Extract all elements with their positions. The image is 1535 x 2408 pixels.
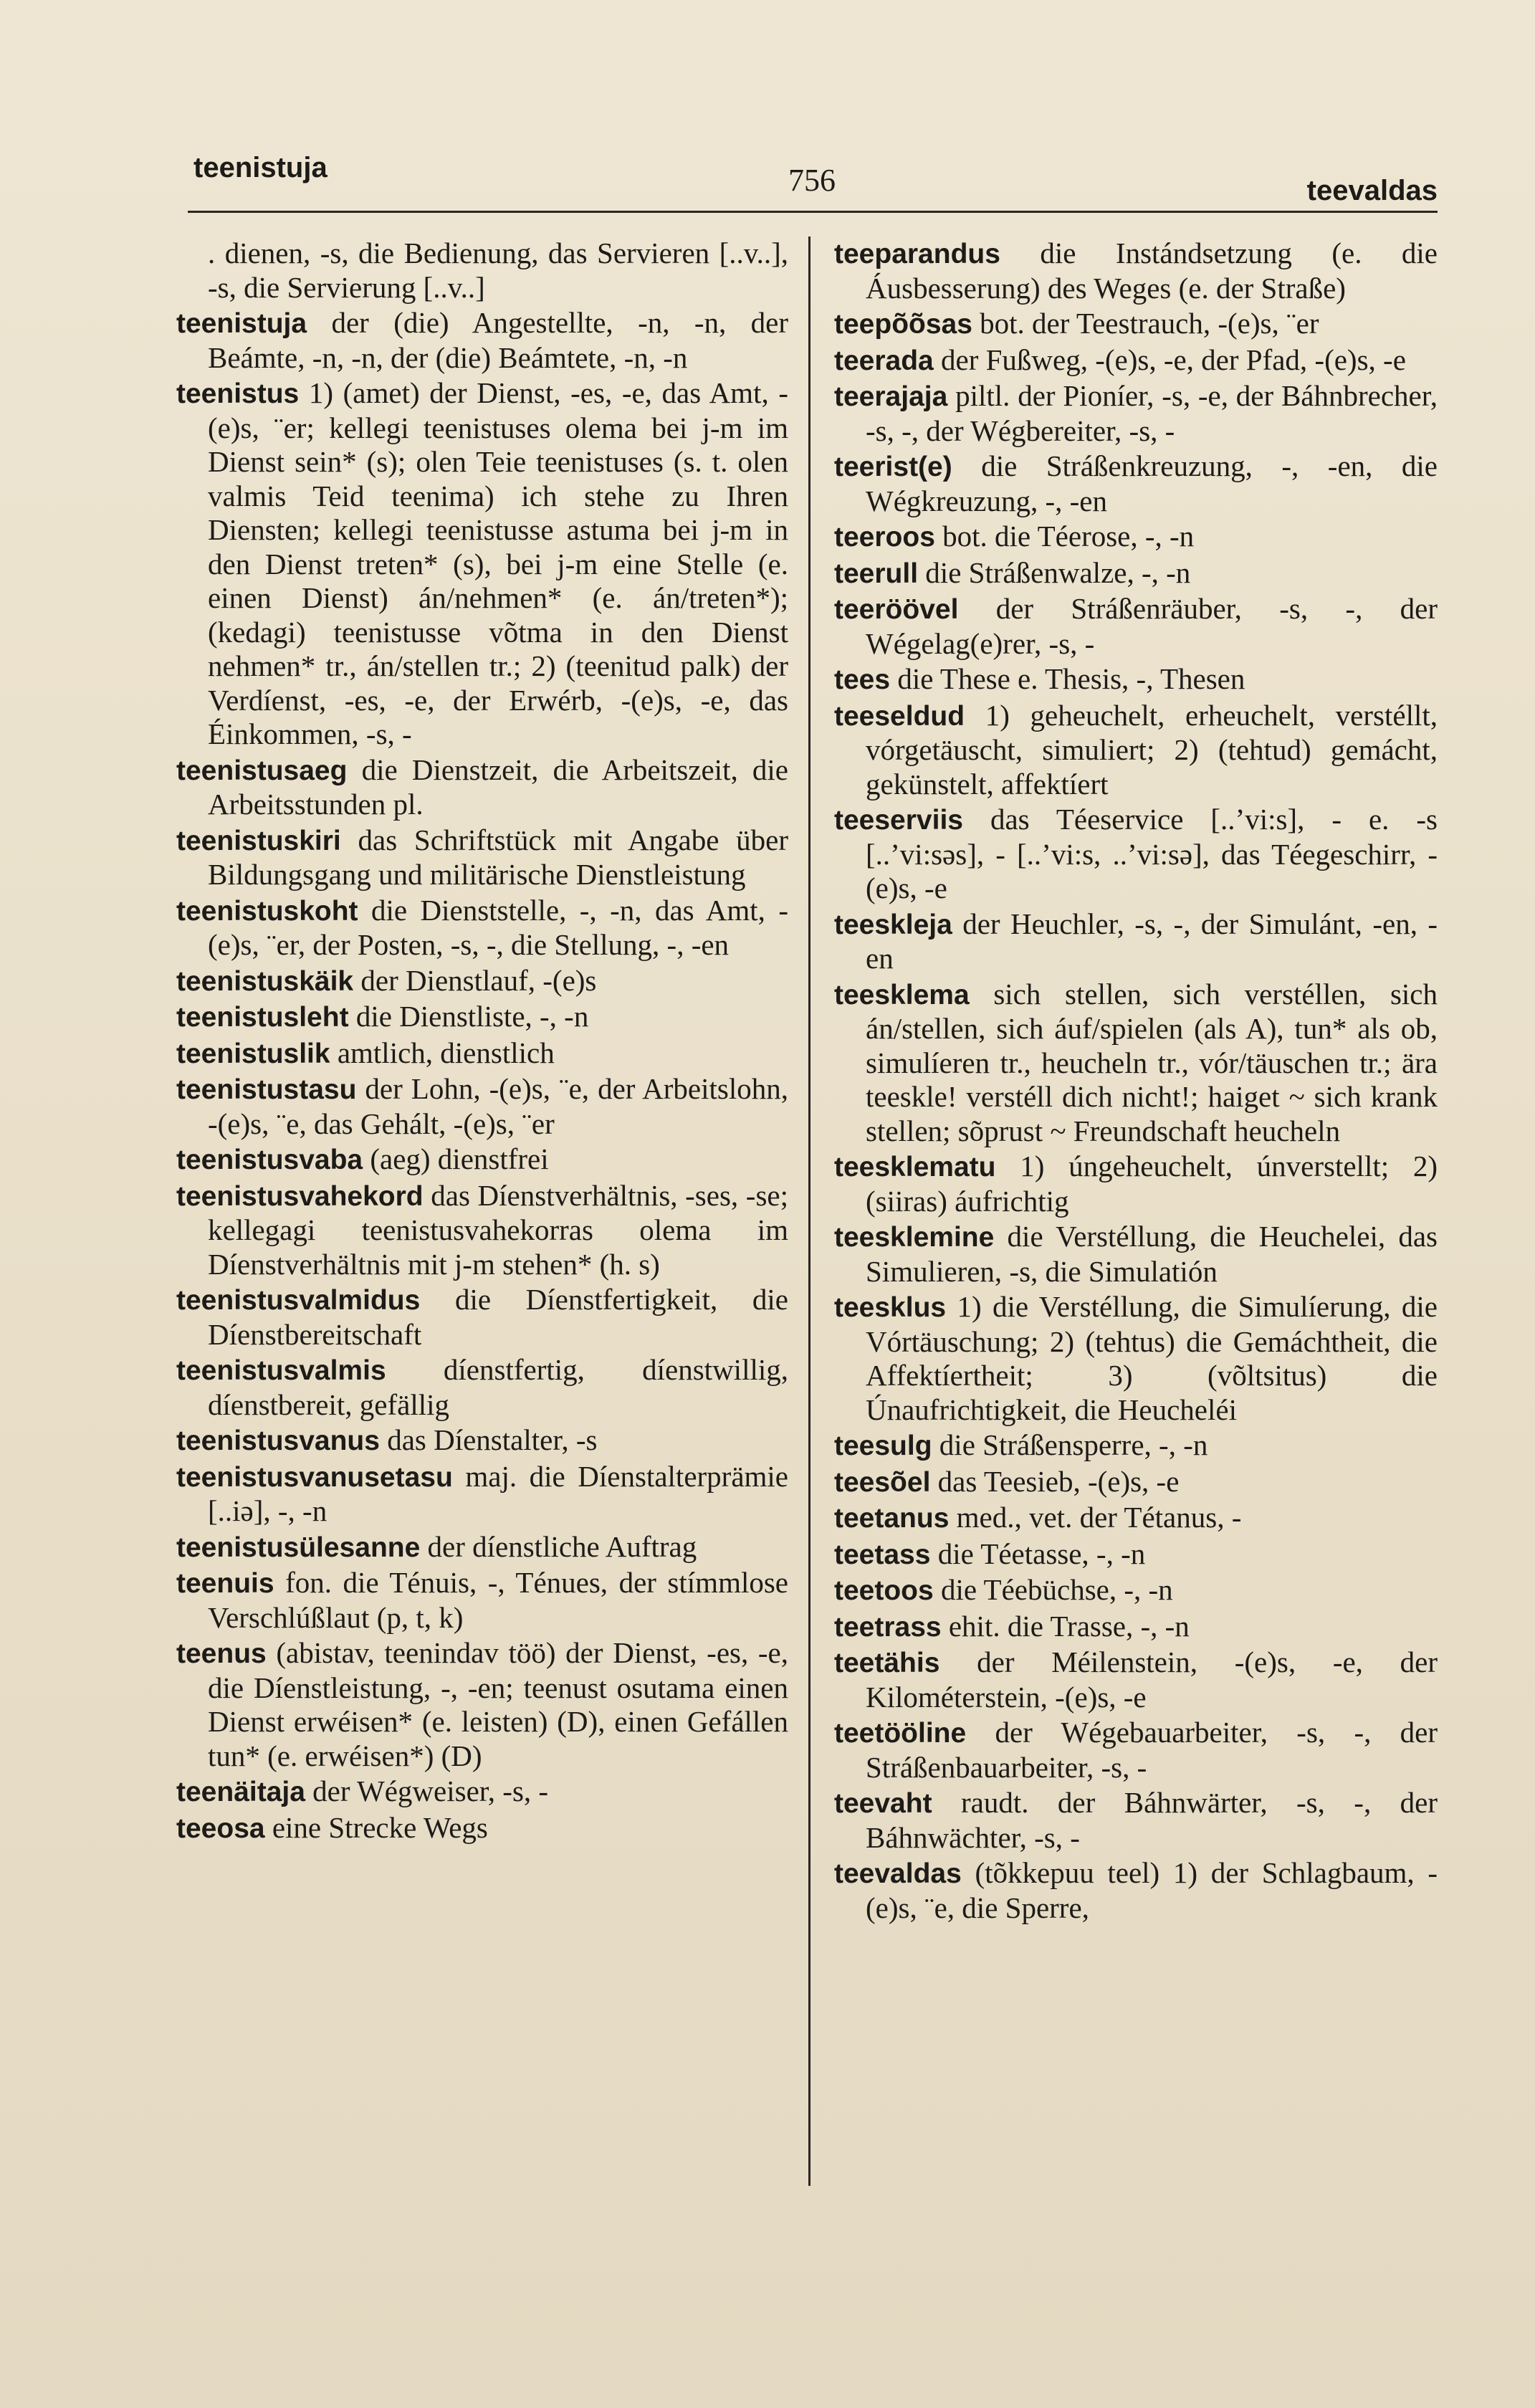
entry-definition: . dienen, -s, die Bedienung, das Servieren [..v..], -s, die Servierung [..v..] <box>208 236 788 304</box>
entry-headword: teeparandus <box>834 239 1000 269</box>
entry-headword: teenistusaeg <box>176 755 348 786</box>
dictionary-entry <box>176 1460 788 1529</box>
entry-definition: sich stellen, sich verstéllen, sich án/stellen, sich áuf/spielen (als A), tun* als ob, simulíeren tr., heucheln tr., vór/täuschen tr.; ära teeskle! verstéll dich nicht!; haiget ~ sich krank stellen; sõprust ~ Freundschaft heucheln <box>866 977 1438 1147</box>
dictionary-entry <box>176 1636 788 1773</box>
dictionary-entry <box>834 556 1438 591</box>
entry-headword: teeserviis <box>834 805 963 836</box>
entry-headword: teetass <box>834 1539 931 1570</box>
dictionary-entry <box>834 1501 1438 1536</box>
dictionary-entry <box>834 236 1438 305</box>
entry-headword: teetööline <box>834 1718 967 1749</box>
entry-headword: teetoos <box>834 1575 934 1606</box>
dictionary-entry <box>176 1036 788 1071</box>
entry-definition: der Wégweiser, -s, - <box>312 1774 549 1807</box>
entry-headword: teenistuskiri <box>176 825 341 856</box>
entry-definition: die Instándsetzung (e. die Áusbesserung) des Weges (e. der Straße) <box>866 236 1438 305</box>
entry-definition: das Téeservice [..ʼvi:s], - e. -s [..ʼvi:səs], - [..ʼvi:s, ..ʼvi:sə], das Téegeschirr, -(e)s, -e <box>866 803 1438 904</box>
entry-definition: (tõkkepuu teel) 1) der Schlagbaum, -(e)s, ¨e, die Sperre, <box>866 1856 1438 1924</box>
dictionary-entry <box>834 520 1438 555</box>
entry-definition: bot. der Teestrauch, -(e)s, ¨er <box>980 307 1319 340</box>
entry-headword: teeröövel <box>834 594 959 625</box>
entry-headword: teenistusvanusetasu <box>176 1461 453 1493</box>
dictionary-entry <box>176 1774 788 1810</box>
entry-headword: teeseldud <box>834 700 965 732</box>
entry-headword: teerull <box>834 558 919 589</box>
entry-headword: teerajaja <box>834 381 948 412</box>
entry-headword: teesklematu <box>834 1152 996 1182</box>
dictionary-entry <box>834 803 1438 906</box>
entry-headword: teenistusleht <box>176 1002 349 1033</box>
dictionary-entry <box>176 376 788 752</box>
entry-definition: 1) die Verstéllung, die Simulíerung, die Vórtäuschung; 2) (tehtus) die Gemáchtheit, die Affektíertheit; 3) (võltsitus) die Únaufrichtigkeit, die Heucheléi <box>866 1290 1438 1426</box>
right-column <box>834 236 1438 1926</box>
entry-headword: teenistuskoht <box>176 895 358 927</box>
entry-definition: 1) úngeheuchelt, únverstellt; 2) (siiras) áufrichtig <box>866 1150 1438 1218</box>
entry-headword: teevaldas <box>834 1858 962 1889</box>
dictionary-entry <box>834 1610 1438 1645</box>
entry-headword: teetrass <box>834 1611 942 1643</box>
entry-definition: das Teesieb, -(e)s, -e <box>937 1464 1180 1498</box>
page-number: 756 <box>788 163 836 198</box>
entry-headword: teeosa <box>176 1812 265 1844</box>
dictionary-entry <box>834 379 1438 448</box>
entry-definition: der (die) Angestellte, -n, -n, der Beámte, -n, -n, der (die) Beámtete, -n, -n <box>208 306 788 374</box>
entry-definition: bot. die Téerose, -, -n <box>942 520 1195 553</box>
entry-headword: teetähis <box>834 1648 940 1678</box>
entry-definition: maj. die Díenstalterprämie [..iə], -, -n <box>208 1459 789 1527</box>
entry-definition: die Dienstliste, -, -n <box>355 1000 589 1033</box>
entry-headword: teenistustasu <box>176 1074 357 1105</box>
entry-definition: die Téebüchse, -, -n <box>940 1573 1173 1606</box>
entry-definition: die Verstéllung, die Heuchelei, das Simulieren, -s, die Simulatión <box>866 1220 1438 1288</box>
entry-definition: 1) geheuchelt, erheuchelt, verstéllt, vórgetäuscht, simuliert; 2) (tehtud) gemácht, gekünstelt, affektíert <box>866 698 1438 801</box>
entry-headword: teesklemine <box>834 1222 995 1253</box>
entry-headword: teeroos <box>834 522 935 553</box>
entry-headword: teenistusvanus <box>176 1425 380 1456</box>
entry-definition: amtlich, dienstlich <box>337 1036 555 1069</box>
entry-definition: piltl. der Pioníer, -s, -e, der Báhnbrecher, -s, -, der Wégbereiter, -s, - <box>866 379 1438 447</box>
dictionary-entry <box>176 964 788 999</box>
dictionary-entry <box>834 1856 1438 1925</box>
header-rule <box>188 211 1438 213</box>
dictionary-entry <box>834 343 1438 378</box>
entry-headword: teenus <box>176 1638 267 1669</box>
dictionary-entry <box>176 1179 788 1282</box>
entry-definition: der Stráßenräuber, -s, -, der Wégelag(e)rer, -s, - <box>866 592 1438 660</box>
entry-headword: teenistusvalmis <box>176 1355 386 1386</box>
dictionary-entry <box>834 1428 1438 1463</box>
entry-definition: die Dienststelle, -, -n, das Amt, -(e)s, ¨er, der Posten, -s, -, die Stellung, -, -en <box>208 893 788 961</box>
entry-headword: teenistusülesanne <box>176 1532 421 1563</box>
dictionary-entry <box>834 1716 1438 1784</box>
dictionary-entry <box>176 1353 788 1422</box>
entry-definition: ehit. die Trasse, -, -n <box>948 1609 1190 1643</box>
dictionary-entry <box>176 753 788 822</box>
dictionary-entry <box>176 1000 788 1035</box>
dictionary-entry <box>834 978 1438 1149</box>
running-head-right: teevaldas <box>1306 175 1438 206</box>
entry-definition: fon. die Ténuis, -, Ténues, der stímmlose Verschlúßlaut (p, t, k) <box>208 1566 788 1634</box>
entry-definition: 1) (amet) der Dienst, -es, -e, das Amt, -(e)s, ¨er; kellegi teenistuses olema bei j-m im Dienst sein* (s); olen Teie teenistuses (s. t. olen valmis Teid teenima) ich stehe zu Ihren Diensten; kellegi teenistusse astuma bei j-m in den Dienst treten* (s), bei j-m eine Stelle (e. einen Dienst) án/nehmen* (e. án/treten*); (kedagi) teenistusse võtma in den Dienst nehmen* tr., án/stellen tr.; 2) (teenitud palk) der Verdíenst, -es, -e, der Erwérb, -(e)s, -e, das Éinkommen, -s, - <box>208 376 788 750</box>
entry-headword: teesklema <box>834 979 970 1010</box>
entry-headword: teenistuskäik <box>176 965 354 997</box>
entry-headword: teeskleja <box>834 909 952 940</box>
page-header <box>0 0 1535 215</box>
dictionary-entry <box>834 1150 1438 1218</box>
dictionary-entry <box>834 449 1438 518</box>
dictionary-entry <box>176 1530 788 1565</box>
entry-headword: teenistuslik <box>176 1038 330 1069</box>
dictionary-entry <box>834 1573 1438 1608</box>
dictionary-entry <box>176 306 788 375</box>
entry-headword: teenuis <box>176 1568 274 1599</box>
entry-headword: teenistusvahekord <box>176 1180 424 1212</box>
dictionary-entry <box>176 1072 788 1141</box>
entry-definition: der díenstliche Auftrag <box>427 1529 697 1563</box>
entry-definition: der Méilenstein, -(e)s, -e, der Kilométerstein, -(e)s, -e <box>866 1645 1438 1714</box>
entry-headword: teepõõsas <box>834 309 972 340</box>
dictionary-entry <box>834 907 1438 976</box>
dictionary-entry <box>834 1290 1438 1427</box>
dictionary-entry <box>176 894 788 962</box>
entry-definition: der Lohn, -(e)s, ¨e, der Arbeitslohn, -(e)s, ¨e, das Gehált, -(e)s, ¨er <box>208 1072 788 1140</box>
dictionary-entry <box>834 1465 1438 1500</box>
running-head-left: teenistuja <box>193 152 327 183</box>
dictionary-entry <box>176 823 788 892</box>
dictionary-entry <box>176 1283 788 1352</box>
dictionary-entry <box>834 592 1438 661</box>
entry-headword: teenistus <box>176 378 300 409</box>
entry-definition: das Díenstalter, -s <box>387 1423 598 1456</box>
dictionary-entry <box>834 662 1438 697</box>
entry-headword: teesklus <box>834 1292 947 1323</box>
entry-definition: die These e. Thesis, -, Thesen <box>897 662 1245 695</box>
left-column <box>176 236 788 1847</box>
entry-definition: díenstfertig, díenstwillig, díenstbereit, gefällig <box>208 1353 788 1421</box>
dictionary-entry <box>176 1142 788 1177</box>
entry-definition: das Díenstverhältnis, -ses, -se; kellegagi teenistusvahekorras olema im Díenstverhältnis mit j-m stehen* (h. s) <box>208 1178 788 1281</box>
entry-headword: teerada <box>834 345 934 376</box>
dictionary-entry <box>834 1786 1438 1855</box>
entry-definition: der Fußweg, -(e)s, -e, der Pfad, -(e)s, -e <box>941 343 1406 376</box>
entry-definition: die Díenstfertigkeit, die Díenstbereitschaft <box>208 1283 788 1351</box>
dictionary-entry <box>176 1811 788 1846</box>
entry-definition: die Stráßenwalze, -, -n <box>925 555 1191 589</box>
entry-definition: (aeg) dienstfrei <box>370 1142 549 1175</box>
entry-definition: der Heuchler, -s, -, der Simulánt, -en, -en <box>866 907 1438 975</box>
dictionary-entry <box>834 1220 1438 1289</box>
entry-definition: die Dienstzeit, die Arbeitszeit, die Arbeitsstunden pl. <box>208 752 789 821</box>
entry-headword: teesõel <box>834 1466 931 1498</box>
dictionary-entry <box>834 699 1438 802</box>
entry-definition: (abistav, teenindav töö) der Dienst, -es, -e, die Díenstleistung, -, -en; teenust osutama einen Dienst erwéisen* (e. leisten) (D), einen Gefállen tun* (e. erwéisen*) (D) <box>208 1636 788 1772</box>
entry-definition: die Stráßensperre, -, -n <box>939 1428 1208 1461</box>
dictionary-entry <box>834 1537 1438 1572</box>
entry-headword: tees <box>834 664 891 695</box>
entry-definition: die Téetasse, -, -n <box>937 1537 1146 1570</box>
entry-headword: teesulg <box>834 1430 932 1461</box>
entry-headword: teerist(e) <box>834 452 952 482</box>
dictionary-entry <box>176 1566 788 1635</box>
entry-headword: teetanus <box>834 1503 950 1534</box>
entry-definition: die Stráßenkreuzung, -, -en, die Wégkreuzung, -, -en <box>866 449 1438 517</box>
column-divider <box>808 236 810 2186</box>
dictionary-entry <box>834 1645 1438 1714</box>
entry-definition: der Wégebauarbeiter, -s, -, der Stráßenbauarbeiter, -s, - <box>866 1716 1438 1784</box>
entry-definition: med., vet. der Tétanus, - <box>956 1501 1242 1534</box>
entry-headword: teenistusvalmidus <box>176 1285 421 1316</box>
entry-headword: teenistuja <box>176 308 307 339</box>
entry-headword: teenistusvaba <box>176 1145 363 1175</box>
entry-definition: raudt. der Báhnwärter, -s, -, der Báhnwächter, -s, - <box>866 1786 1438 1854</box>
dictionary-entry <box>176 1423 788 1458</box>
entry-definition: eine Strecke Wegs <box>272 1810 488 1844</box>
dictionary-entry <box>176 236 788 305</box>
entry-definition: das Schriftstück mit Angabe über Bildungsgang und militärische Dienstleistung <box>208 823 788 891</box>
entry-definition: der Dienstlauf, -(e)s <box>360 963 597 997</box>
entry-headword: teevaht <box>834 1788 932 1819</box>
dictionary-entry <box>834 307 1438 342</box>
entry-headword: teenäitaja <box>176 1777 305 1807</box>
